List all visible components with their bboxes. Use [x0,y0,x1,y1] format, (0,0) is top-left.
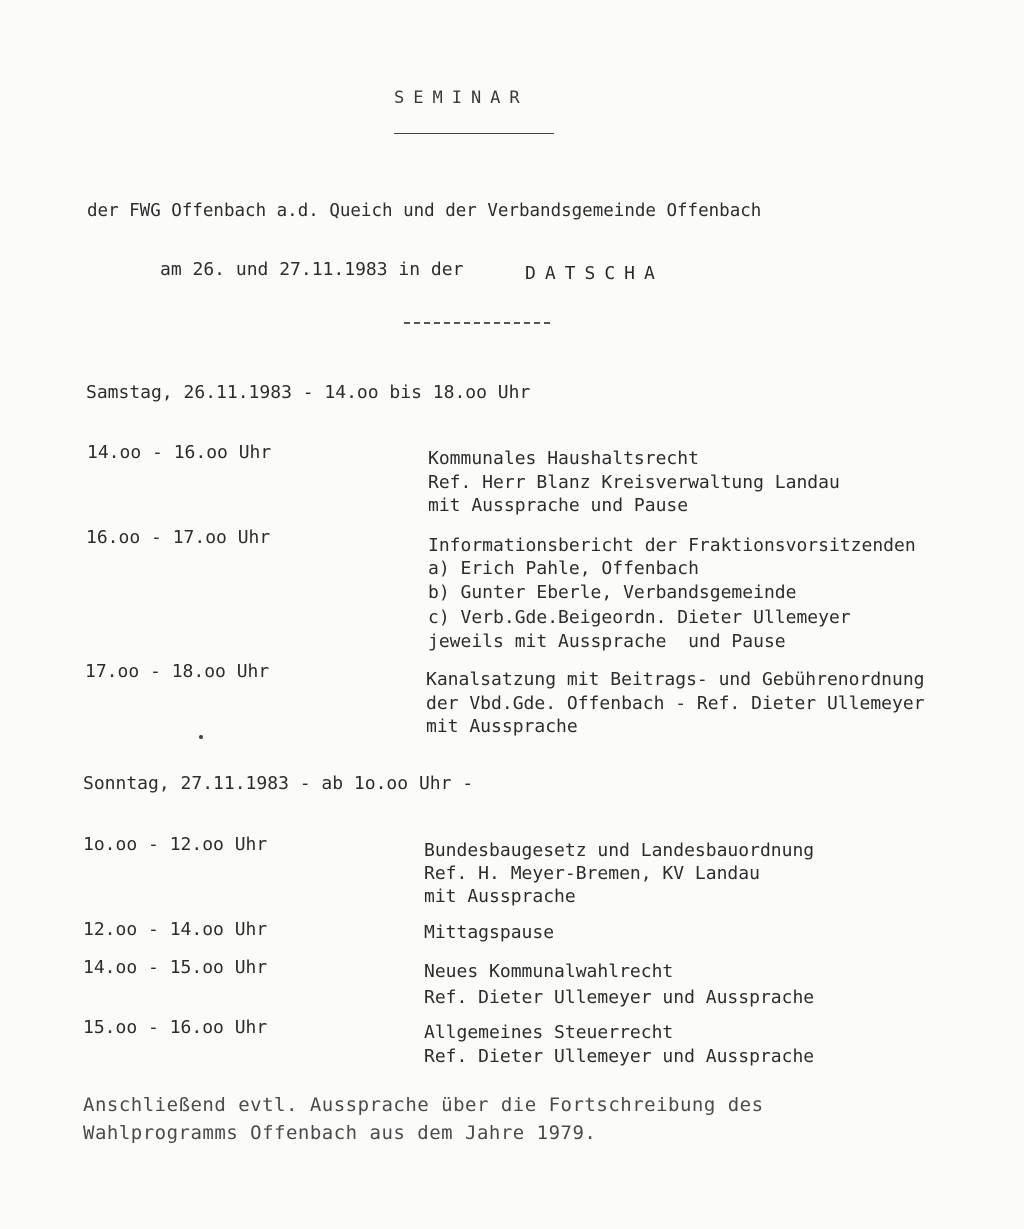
session-time: 17.oo - 18.oo Uhr [85,661,270,682]
session-line: Ref. Herr Blanz Kreisverwaltung Landau [428,472,840,493]
session-line: jeweils mit Aussprache und Pause [428,631,786,652]
session-line: Allgemeines Steuerrecht [424,1022,674,1043]
saturday-heading: Samstag, 26.11.1983 - 14.oo bis 18.oo Uhr [86,382,531,403]
session-time: 16.oo - 17.oo Uhr [86,527,271,548]
venue-name: DATSCHA [525,263,664,284]
session-line: Ref. Dieter Ullemeyer und Aussprache [424,987,815,1008]
session-time: 12.oo - 14.oo Uhr [83,919,268,940]
title-underline [394,133,554,134]
sunday-heading: Sonntag, 27.11.1983 - ab 1o.oo Uhr - [83,773,474,794]
session-line: Kanalsatzung mit Beitrags- und Gebührenordnung [426,669,925,690]
session-time: 1o.oo - 12.oo Uhr [83,834,268,855]
session-line: Ref. Dieter Ullemeyer und Aussprache [424,1046,815,1067]
closing-line: Anschließend evtl. Aussprache über die Fortschreibung des [83,1094,764,1116]
session-time: 14.oo - 15.oo Uhr [83,957,268,978]
session-line: Ref. H. Meyer-Bremen, KV Landau [424,863,760,884]
session-line: Neues Kommunalwahlrecht [424,961,674,982]
session-line: Kommunales Haushaltsrecht [428,448,699,469]
session-line: mit Aussprache [426,716,578,737]
session-line: der Vbd.Gde. Offenbach - Ref. Dieter Ullemeyer [426,693,925,714]
session-line: mit Aussprache [424,886,576,907]
session-line: mit Aussprache und Pause [428,495,689,516]
session-line: c) Verb.Gde.Beigeordn. Dieter Ullemeyer [428,607,851,628]
venue-separator [404,322,550,324]
seminar-title: SEMINAR [394,88,529,108]
session-line: Bundesbaugesetz und Landesbauordnung [424,840,815,861]
ink-dot [199,735,203,739]
session-time: 15.oo - 16.oo Uhr [83,1017,268,1038]
session-line: b) Gunter Eberle, Verbandsgemeinde [428,582,797,603]
session-line: Mittagspause [424,922,555,943]
session-time: 14.oo - 16.oo Uhr [87,442,272,463]
organizer-line: der FWG Offenbach a.d. Queich und der Verbandsgemeinde Offenbach [87,201,762,221]
closing-line: Wahlprogramms Offenbach aus dem Jahre 1979. [83,1122,597,1144]
date-line: am 26. und 27.11.1983 in der [160,259,464,280]
session-line: Informationsbericht der Fraktionsvorsitzenden [428,535,916,556]
session-line: a) Erich Pahle, Offenbach [428,558,699,579]
